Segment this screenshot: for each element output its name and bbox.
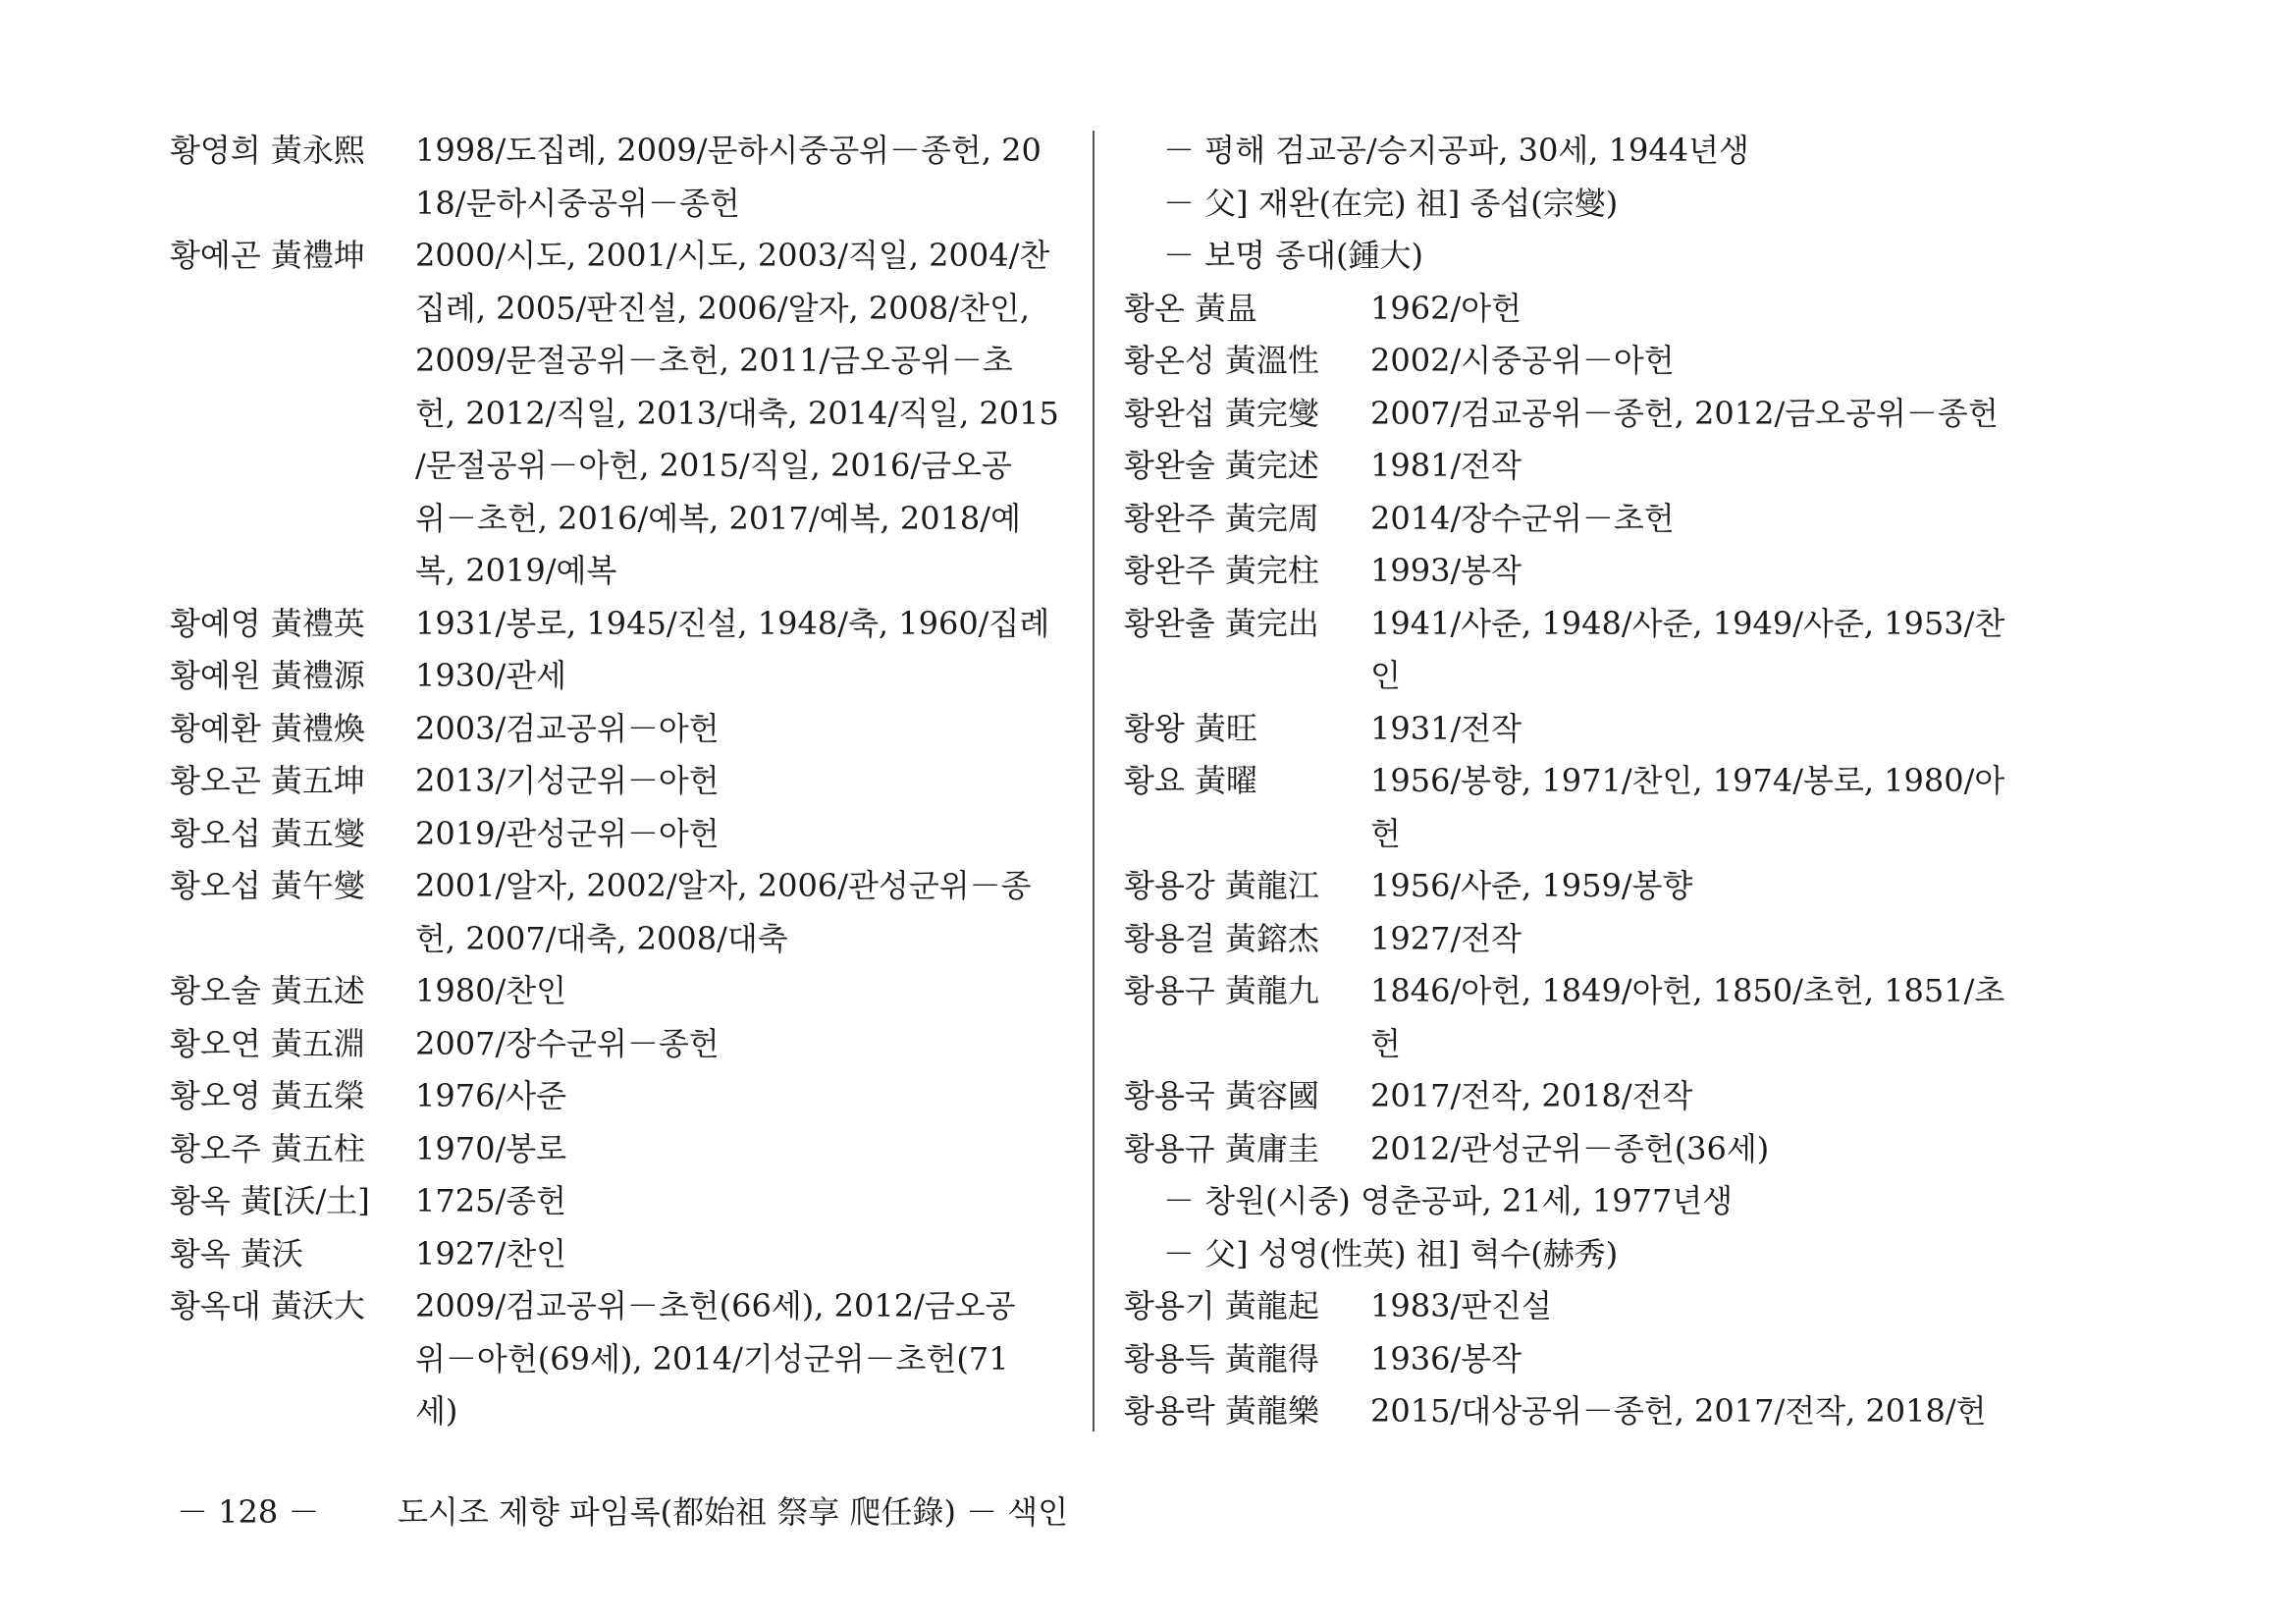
entry-name: 황완주 黃完柱	[1124, 552, 1319, 589]
entry-records: 2009/검교공위－초헌(66세), 2012/금오공 위－아헌(69세), 2014/기성군위－초헌(71 세)	[415, 1287, 1016, 1430]
index-sub-note: － 평해 검교공/승지공파, 30세, 1944년생	[1163, 132, 1749, 169]
index-entry	[1124, 860, 2106, 913]
entry-name: 황완주 黃完周	[1124, 499, 1319, 537]
entry-records: 2007/검교공위－종헌, 2012/금오공위－종헌	[1370, 394, 1999, 432]
entry-records: 1936/봉작	[1370, 1339, 1522, 1378]
entry-records: 1927/전작	[1370, 919, 1522, 957]
entry-name: 황오섭 黃午燮	[170, 867, 365, 904]
book-title: 도시조 제향 파임록(都始祖 祭享 爬任錄) － 색인	[398, 1493, 1069, 1531]
entry-name: 황오섭 黃五燮	[170, 814, 365, 852]
index-entry	[1124, 493, 2106, 546]
entry-name: 황완섭 黃完燮	[1124, 394, 1319, 432]
index-entry	[1124, 965, 2106, 1070]
entry-records: 1846/아헌, 1849/아헌, 1850/초헌, 1851/초 헌	[1370, 972, 2005, 1062]
entry-records: 1927/찬인	[415, 1234, 567, 1272]
index-entry	[1124, 703, 2106, 756]
entry-records: 1930/관세	[415, 657, 567, 694]
entry-name: 황용구 黃龍九	[1124, 972, 1319, 1009]
entry-name: 황옥 黃沃	[170, 1234, 303, 1272]
index-entry	[1124, 755, 2106, 860]
entry-name: 황오술 黃五述	[170, 972, 365, 1009]
index-entry	[1124, 1333, 2106, 1386]
index-entry	[170, 808, 1073, 861]
entry-records: 1931/봉로, 1945/진설, 1948/축, 1960/집례	[415, 604, 1050, 642]
entry-records: 1993/봉작	[1370, 552, 1522, 589]
entry-records: 2014/장수군위－초헌	[1370, 499, 1675, 537]
entry-records: 1962/아헌	[1370, 289, 1522, 327]
entry-records: 1976/사준	[415, 1077, 567, 1114]
index-entry	[170, 1228, 1073, 1281]
index-entry	[1124, 1070, 2106, 1123]
entry-records: 2003/검교공위－아헌	[415, 709, 720, 747]
entry-name: 황완출 黃完出	[1124, 604, 1319, 642]
index-entry	[170, 703, 1073, 756]
entry-records: 2001/알자, 2002/알자, 2006/관성군위－종 헌, 2007/대축, 2008/대축	[415, 867, 1032, 957]
entry-name: 황용걸 黃鎔杰	[1124, 919, 1319, 957]
index-entry	[1124, 1385, 2106, 1438]
column-divider	[1093, 131, 1095, 1432]
index-entry	[170, 1070, 1073, 1123]
entry-name: 황영희 黃永熙	[170, 132, 365, 169]
index-entry	[170, 1175, 1073, 1228]
entry-records: 2002/시중공위－아헌	[1370, 342, 1675, 379]
entry-records: 2019/관성군위－아헌	[415, 814, 720, 852]
entry-name: 황오영 黃五榮	[170, 1077, 365, 1114]
entry-name: 황용국 黃容國	[1124, 1077, 1319, 1114]
index-entry	[170, 650, 1073, 703]
entry-records: 2013/기성군위－아헌	[415, 762, 720, 799]
index-entry	[1124, 388, 2106, 441]
index-entry	[1124, 598, 2106, 703]
index-entry	[170, 230, 1073, 598]
entry-records: 1998/도집례, 2009/문하시중공위－종헌, 20 18/문하시중공위－종헌	[415, 132, 1041, 222]
entry-name: 황온 黃昷	[1124, 289, 1257, 327]
index-entry	[1124, 283, 2106, 336]
left-index-column	[170, 125, 1073, 1438]
entry-name: 황온성 黃溫性	[1124, 342, 1319, 379]
entry-records: 2000/시도, 2001/시도, 2003/직일, 2004/찬 집례, 2005/판진설, 2006/알자, 2008/찬인, 2009/문절공위－초헌, 2011/금오공위－초 헌, 2012/직일, 2013/대축, 2014/직일, 2015 /문절공위－아헌, 2015/직일, 2016/금오공 위－초헌, 2016/예복, 2017/예복, 2018/예 복, 2019/예복	[415, 237, 1059, 589]
entry-name: 황오곤 黃五坤	[170, 762, 365, 799]
index-sub-note: － 창원(시중) 영춘공파, 21세, 1977년생	[1163, 1182, 1734, 1219]
index-sub-note: － 父] 재완(在完) 祖] 종섭(宗燮)	[1163, 184, 1619, 222]
entry-name: 황용강 黃龍江	[1124, 867, 1319, 904]
index-entry	[170, 1123, 1073, 1176]
entry-name: 황요 黃曜	[1124, 762, 1257, 799]
index-sub-note: － 父] 성영(性英) 祖] 혁수(赫秀)	[1163, 1234, 1619, 1272]
index-entry	[170, 125, 1073, 230]
page-number: － 128 －	[177, 1493, 320, 1531]
index-entry	[1124, 1123, 2106, 1176]
entry-name: 황왕 黃旺	[1124, 709, 1257, 747]
entry-name: 황옥 黃[沃/土]	[170, 1182, 370, 1219]
index-entry	[1124, 913, 2106, 966]
entry-name: 황용락 黃龍樂	[1124, 1392, 1319, 1430]
entry-records: 2015/대상공위－종헌, 2017/전작, 2018/헌	[1370, 1392, 1987, 1430]
entry-name: 황예영 黃禮英	[170, 604, 365, 642]
index-entry	[170, 1280, 1073, 1438]
index-entry	[170, 965, 1073, 1018]
entry-name: 황완술 黃完述	[1124, 447, 1319, 484]
index-entry	[170, 860, 1073, 965]
entry-name: 황오연 黃五淵	[170, 1024, 365, 1062]
entry-records: 1725/종헌	[415, 1182, 567, 1219]
page-footer	[177, 1487, 1068, 1537]
entry-records: 1983/판진설	[1370, 1287, 1552, 1324]
entry-records: 1956/봉향, 1971/찬인, 1974/봉로, 1980/아 헌	[1370, 762, 2005, 852]
entry-records: 1970/봉로	[415, 1129, 567, 1167]
entry-name: 황오주 黃五柱	[170, 1129, 365, 1167]
entry-records: 1931/전작	[1370, 709, 1522, 747]
entry-records: 1941/사준, 1948/사준, 1949/사준, 1953/찬 인	[1370, 604, 2005, 694]
index-entry	[170, 1018, 1073, 1071]
index-sub-note: － 보명 종대(鍾大)	[1163, 237, 1423, 274]
index-entry	[1124, 545, 2106, 598]
right-index-column	[1124, 125, 2106, 1438]
index-entry	[1124, 335, 2106, 388]
entry-name: 황용득 黃龍得	[1124, 1339, 1319, 1378]
entry-records: 2007/장수군위－종헌	[415, 1024, 720, 1062]
entry-records: 1956/사준, 1959/봉향	[1370, 867, 1693, 904]
entry-name: 황용기 黃龍起	[1124, 1287, 1319, 1324]
entry-name: 황예원 黃禮源	[170, 657, 365, 694]
entry-name: 황예곤 黃禮坤	[170, 237, 365, 274]
entry-records: 2017/전작, 2018/전작	[1370, 1077, 1693, 1114]
entry-records: 2012/관성군위－종헌(36세)	[1370, 1129, 1770, 1167]
entry-name: 황용규 黃庸圭	[1124, 1129, 1319, 1167]
index-entry	[170, 598, 1073, 651]
entry-name: 황옥대 黃沃大	[170, 1287, 365, 1324]
entry-records: 1980/찬인	[415, 972, 567, 1009]
index-entry	[1124, 440, 2106, 493]
entry-records: 1981/전작	[1370, 447, 1522, 484]
index-entry	[170, 755, 1073, 808]
entry-name: 황예환 黃禮煥	[170, 709, 365, 747]
index-entry	[1124, 1280, 2106, 1333]
